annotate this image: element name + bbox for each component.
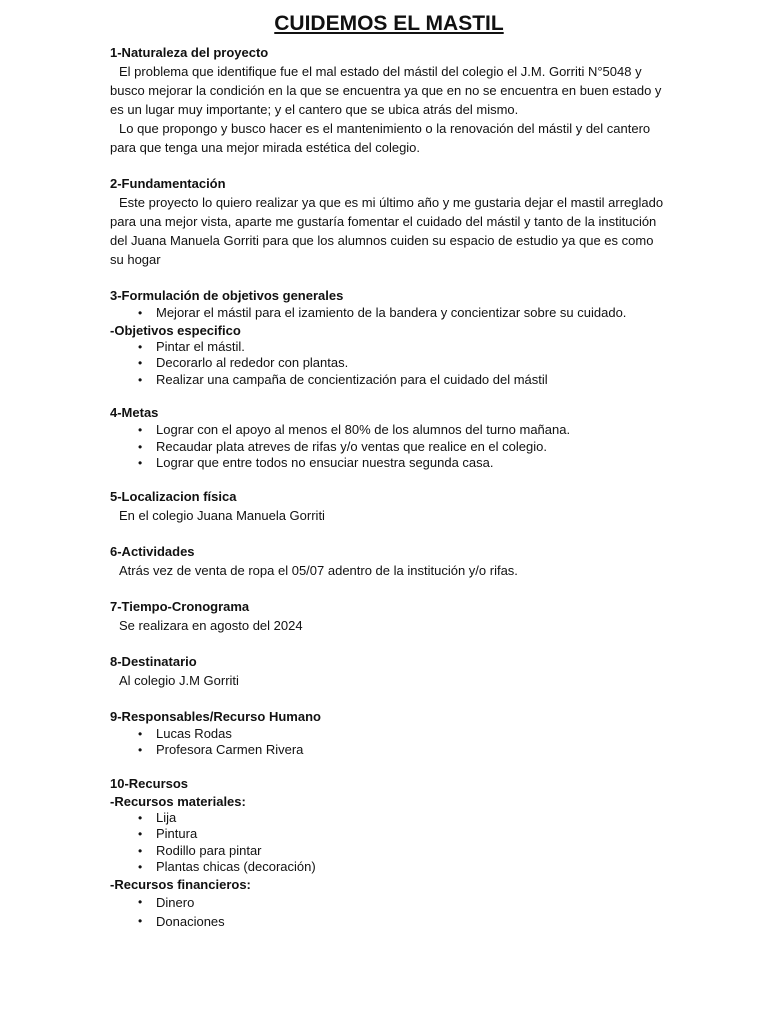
section-actividades <box>110 543 668 580</box>
list-item <box>138 422 668 439</box>
list-item-text: Decorarlo al rededor con plantas. <box>156 355 349 370</box>
list-item-text: Realizar una campaña de concientización para el cuidado del mástil <box>156 371 548 387</box>
list-item-text: Lograr con el apoyo al menos el 80% de los alumnos del turno mañana. <box>156 422 571 437</box>
section-heading: 5-Localizacion física <box>110 488 237 504</box>
list-item <box>138 826 668 843</box>
list-item-text: Mejorar el mástil para el izamiento de la bandera y concientizar sobre su cuidado. <box>156 305 627 320</box>
section-naturaleza <box>110 44 668 157</box>
section-heading: 9-Responsables/Recurso Humano <box>110 708 321 724</box>
list-item <box>138 893 668 912</box>
list-item-text: Pintar el mástil. <box>156 338 245 354</box>
responsibles-list <box>110 726 668 759</box>
paragraph: Este proyecto lo quiero realizar ya que es mi último año y me gustaria dejar el mastil arreglado para una mejor vista, aparte me gustaría fomentar el cuidado del mástil y tanto de la institución del Juana Manuela Gorriti para que los alumnos cuiden su espacio de estudio ya que es como su hogar <box>110 195 664 267</box>
list-item <box>138 742 668 759</box>
list-item-text: Lija <box>156 809 177 825</box>
section-heading: 10-Recursos <box>110 775 189 791</box>
section-destinatario <box>110 653 668 690</box>
list-item-text: Donaciones <box>156 913 225 929</box>
sub-heading: -Objetivos especifico <box>110 322 241 338</box>
section-cronograma <box>110 598 668 635</box>
paragraph: Atrás vez de venta de ropa el 05/07 adentro de la institución y/o rifas. <box>119 562 518 578</box>
paragraph: El problema que identifique fue el mal estado del mástil del colegio el J.M. Gorriti N°5048 y busco mejorar la condición en la que se encuentra ya que en no se encuentra en buen estado y es un lugar muy importante; y el cantero que se ubica atrás del mismo. <box>110 64 662 117</box>
bullet-icon: • <box>138 843 143 858</box>
bullet-icon: • <box>138 810 143 825</box>
general-objectives-list <box>110 305 668 322</box>
bullet-icon: • <box>138 306 143 320</box>
list-item-text: Recaudar plata atreves de rifas y/o ventas que realice en el colegio. <box>156 438 547 454</box>
list-item <box>138 810 668 827</box>
bullet-icon: • <box>138 456 143 470</box>
bullet-icon: • <box>138 827 143 841</box>
bullet-icon: • <box>138 423 143 437</box>
paragraph: En el colegio Juana Manuela Gorriti <box>119 507 325 523</box>
list-item <box>138 372 668 389</box>
bullet-icon: • <box>138 743 143 757</box>
section-heading: 6-Actividades <box>110 543 195 559</box>
paragraph: Al colegio J.M Gorriti <box>119 672 239 688</box>
list-item-text: Lograr que entre todos no ensuciar nuestra segunda casa. <box>156 455 494 470</box>
section-localizacion <box>110 488 668 525</box>
materials-list <box>110 810 668 876</box>
bullet-icon: • <box>138 339 143 354</box>
section-heading: 1-Naturaleza del proyecto <box>110 45 269 60</box>
paragraph: Lo que propongo y busco hacer es el mantenimiento o la renovación del mástil y del cantero para que tenga una mejor mirada estética del colegio. <box>110 121 651 155</box>
list-item <box>138 843 668 860</box>
specific-objectives-list <box>110 339 668 389</box>
list-item-text: Plantas chicas (decoración) <box>156 859 316 874</box>
section-heading: 4-Metas <box>110 405 159 420</box>
sub-heading: -Recursos materiales: <box>110 793 246 809</box>
list-item <box>138 355 668 372</box>
list-item-text: Pintura <box>156 826 198 841</box>
bullet-icon: • <box>138 439 143 454</box>
document-title: CUIDEMOS EL MASTIL <box>274 12 504 35</box>
list-item-text: Dinero <box>156 894 195 910</box>
bullet-icon: • <box>138 372 143 387</box>
sub-heading: -Recursos financieros: <box>110 876 251 892</box>
financial-list <box>110 893 668 931</box>
bullet-icon: • <box>138 913 143 928</box>
list-item-text: Profesora Carmen Rivera <box>156 742 304 757</box>
list-item <box>138 439 668 456</box>
bullet-icon: • <box>138 860 143 874</box>
section-heading: 3-Formulación de objetivos generales <box>110 288 344 303</box>
list-item-text: Rodillo para pintar <box>156 842 262 858</box>
list-item-text: Lucas Rodas <box>156 725 232 741</box>
section-metas <box>110 404 668 472</box>
bullet-icon: • <box>138 356 143 370</box>
section-heading: 2-Fundamentación <box>110 176 226 191</box>
list-item <box>138 859 668 876</box>
goals-list <box>110 422 668 472</box>
list-item <box>138 912 668 931</box>
bullet-icon: • <box>138 726 143 741</box>
paragraph: Se realizara en agosto del 2024 <box>119 617 303 633</box>
list-item <box>138 339 668 356</box>
list-item <box>138 455 668 472</box>
list-item <box>138 726 668 743</box>
section-responsables <box>110 708 668 759</box>
section-heading: 7-Tiempo-Cronograma <box>110 598 250 614</box>
section-fundamentacion <box>110 175 668 269</box>
bullet-icon: • <box>138 894 143 909</box>
section-objetivos <box>110 287 668 388</box>
section-recursos <box>110 775 668 931</box>
section-heading: 8-Destinatario <box>110 653 197 669</box>
list-item <box>138 305 668 322</box>
